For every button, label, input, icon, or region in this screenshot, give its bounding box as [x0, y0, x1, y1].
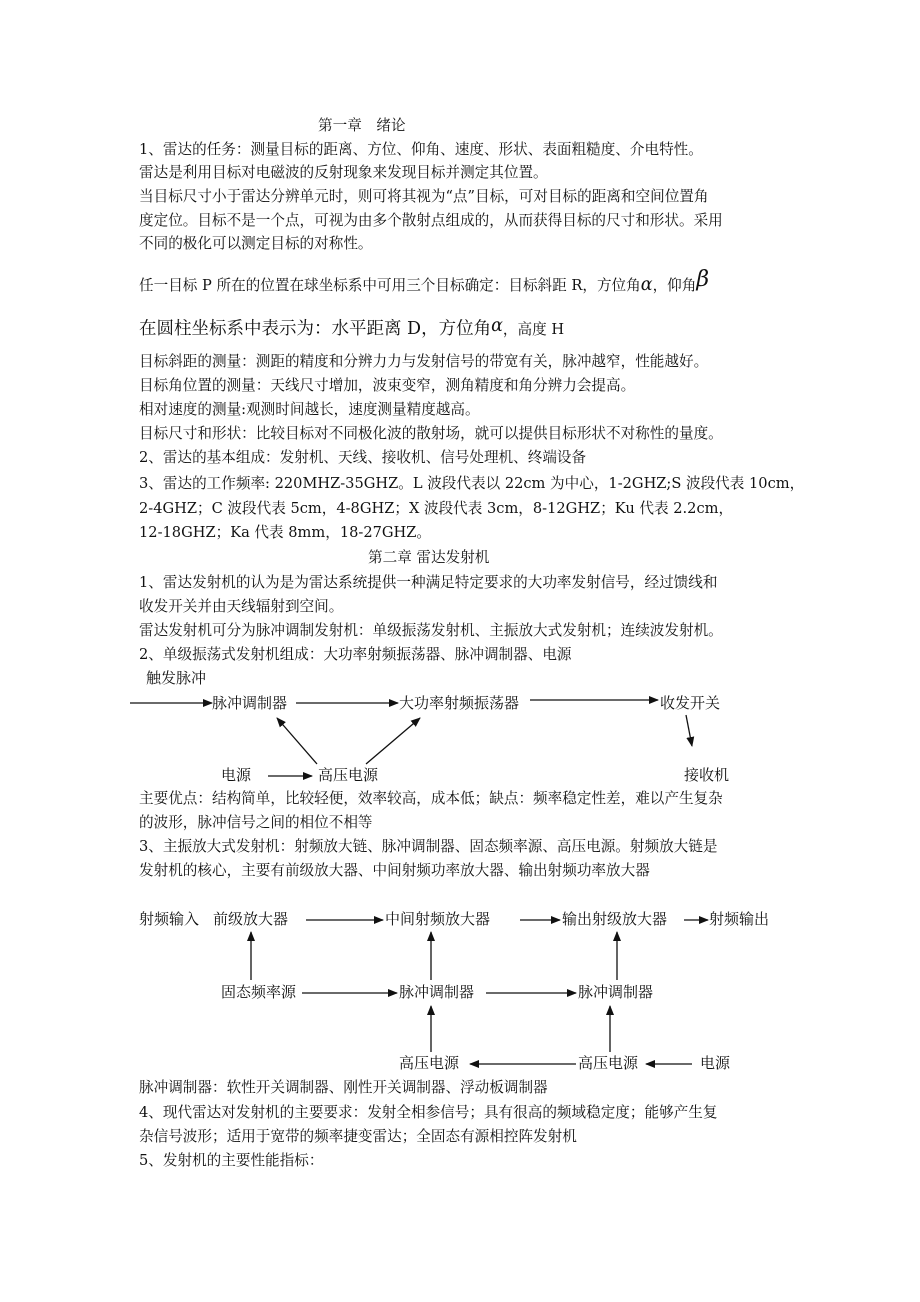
text-line: 3、雷达的工作频率: 220MHZ-35GHZ。L 波段代表以 22cm 为中心，1-2GHZ;S 波段代表 10cm，	[139, 475, 805, 492]
text-line: 当目标尺寸小于雷达分辨单元时，则可将其视为“点”目标，可对目标的距离和空间位置角	[139, 188, 709, 205]
pulse-modulator-block: 脉冲调制器	[212, 694, 288, 712]
output-amp-block: 输出射级放大器	[562, 910, 668, 928]
text-segment: 在圆柱坐标系中表示为：水平距离 D，方位角	[139, 319, 492, 339]
text-line: 12-18GHZ；Ka 代表 8mm，18-27GHZ。	[139, 524, 432, 541]
text-line: 3、主振放大式发射机：射频放大链、脉冲调制器、固态频率源、高压电源。射频放大链是	[139, 838, 718, 855]
text-line: 发射机的核心，主要有前级放大器、中间射频功率放大器、输出射频功率放大器	[139, 862, 650, 879]
chapter2-title: 第二章 雷达发射机	[368, 549, 490, 566]
pre-amp-block: 前级放大器	[213, 910, 289, 928]
text-line: 2、单级振荡式发射机组成：大功率射频振荡器、脉冲调制器、电源	[139, 646, 572, 663]
text-line: 4、现代雷达对发射机的主要要求：发射全相参信号；具有很高的频域稳定度；能够产生复	[139, 1104, 718, 1121]
pulse-modulator-block-1: 脉冲调制器	[399, 983, 475, 1001]
text-line: 收发开关并由天线辐射到空间。	[139, 598, 344, 615]
hv-power-block: 高压电源	[318, 766, 379, 784]
arrow-hv-to-modulator	[277, 718, 317, 764]
text-line: 目标斜距的测量：测距的精度和分辨力力与发射信号的带宽有关，脉冲越窄，性能越好。	[139, 353, 709, 370]
trigger-pulse-label: 触发脉冲	[146, 669, 207, 687]
power-block: 电源	[221, 766, 252, 784]
power-block: 电源	[700, 1054, 731, 1072]
rf-input-label: 射频输入	[139, 910, 200, 928]
text-line: 杂信号波形；适用于宽带的频率捷变雷达；全固态有源相控阵发射机	[139, 1128, 577, 1145]
text-segment: 任一目标 P 所在的位置在球坐标系中可用三个目标确定：目标斜距 R，方位角	[139, 277, 641, 294]
text-line: 1、雷达发射机的认为是为雷达系统提供一种满足特定要求的大功率发射信号，经过馈线和	[139, 574, 718, 591]
arrow-hv-to-oscillator	[366, 718, 420, 764]
text-line: 2-4GHZ；C 波段代表 5cm，4-8GHZ；X 波段代表 3cm，8-12GHZ；Ku 代表 2.2cm，	[139, 500, 734, 517]
hv-power-block-2: 高压电源	[578, 1054, 639, 1072]
alpha-symbol: α	[640, 275, 653, 295]
pulse-modulator-block-2: 脉冲调制器	[578, 983, 654, 1001]
alpha-symbol: α	[491, 316, 503, 336]
hv-power-block-1: 高压电源	[399, 1054, 460, 1072]
text-segment: ，高度 H	[502, 321, 565, 338]
arrow-switch-to-receiver	[686, 715, 692, 746]
receiver-block: 接收机	[684, 766, 730, 784]
text-line: 2、雷达的基本组成：发射机、天线、接收机、信号处理机、终端设备	[139, 449, 587, 466]
text-line: 脉冲调制器：软性开关调制器、刚性开关调制器、浮动板调制器	[139, 1079, 548, 1096]
chapter1-title: 第一章 绪论	[318, 117, 406, 134]
rf-output-label: 射频输出	[709, 910, 770, 928]
freq-source-block: 固态频率源	[221, 983, 297, 1001]
text-line: 5、发射机的主要性能指标：	[139, 1152, 324, 1169]
mid-amp-block: 中间射频放大器	[385, 910, 491, 928]
beta-symbol: β	[696, 267, 710, 292]
rf-oscillator-block: 大功率射频振荡器	[399, 694, 520, 712]
tr-switch-block: 收发开关	[660, 694, 721, 712]
text-line: 目标尺寸和形状：比较目标对不同极化波的散射场，就可以提供目标形状不对称性的量度。	[139, 425, 723, 442]
text-line: 雷达是利用目标对电磁波的反射现象来发现目标并测定其位置。	[139, 164, 548, 181]
text-line: 的波形，脉冲信号之间的相位不相等	[139, 814, 373, 831]
text-line: 目标角位置的测量：天线尺寸增加，波束变窄，测角精度和角分辨力会提高。	[139, 377, 636, 394]
text-segment: ，仰角	[652, 277, 697, 294]
text-line: 度定位。目标不是一个点，可视为由多个散射点组成的，从而获得目标的尺寸和形状。采用	[139, 212, 723, 229]
text-line: 雷达发射机可分为脉冲调制发射机：单级振荡发射机、主振放大式发射机；连续波发射机。	[139, 622, 723, 639]
text-line: 不同的极化可以测定目标的对称性。	[139, 235, 373, 252]
text-line: 相对速度的测量:观测时间越长，速度测量精度越高。	[139, 401, 480, 418]
text-line: 1、雷达的任务：测量目标的距离、方位、仰角、速度、形状、表面粗糙度、介电特性。	[139, 141, 703, 158]
text-line: 主要优点：结构简单，比较轻便，效率较高，成本低；缺点：频率稳定性差，难以产生复杂	[139, 790, 723, 807]
